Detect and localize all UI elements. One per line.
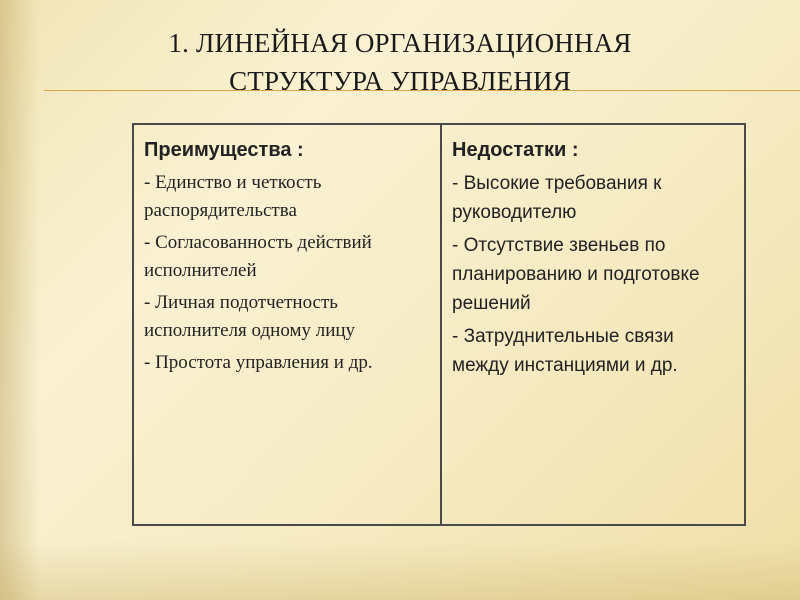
title-underline <box>44 90 800 91</box>
slide-title <box>80 24 720 100</box>
advantages-header: Преимущества : <box>144 139 304 161</box>
disadvantages-column <box>442 125 744 524</box>
left-shadow-decoration <box>0 0 40 600</box>
advantages-column <box>134 125 442 524</box>
advantage-item: - Личная подотчетность исполнителя одному лицу <box>144 292 356 341</box>
disadvantage-item: - Высокие требования к руководителю <box>452 173 662 223</box>
slide-title-line-1: 1. ЛИНЕЙНАЯ ОРГАНИЗАЦИОННАЯ <box>168 28 632 58</box>
disadvantages-header: Недостатки : <box>452 139 579 161</box>
bottom-shadow-decoration <box>0 540 800 600</box>
advantage-item: - Простота управления и др. <box>144 352 373 373</box>
disadvantage-item: - Отсутствие звеньев по планированию и подготовке решений <box>452 235 700 314</box>
advantage-item: - Единство и четкость распорядительства <box>144 172 322 221</box>
disadvantage-item: - Затруднительные связи между инстанциями и др. <box>452 326 678 376</box>
advantage-item: - Согласованность действий исполнителей <box>144 232 372 281</box>
comparison-table <box>132 123 746 526</box>
slide-title-line-2: СТРУКТУРА УПРАВЛЕНИЯ <box>229 66 571 96</box>
